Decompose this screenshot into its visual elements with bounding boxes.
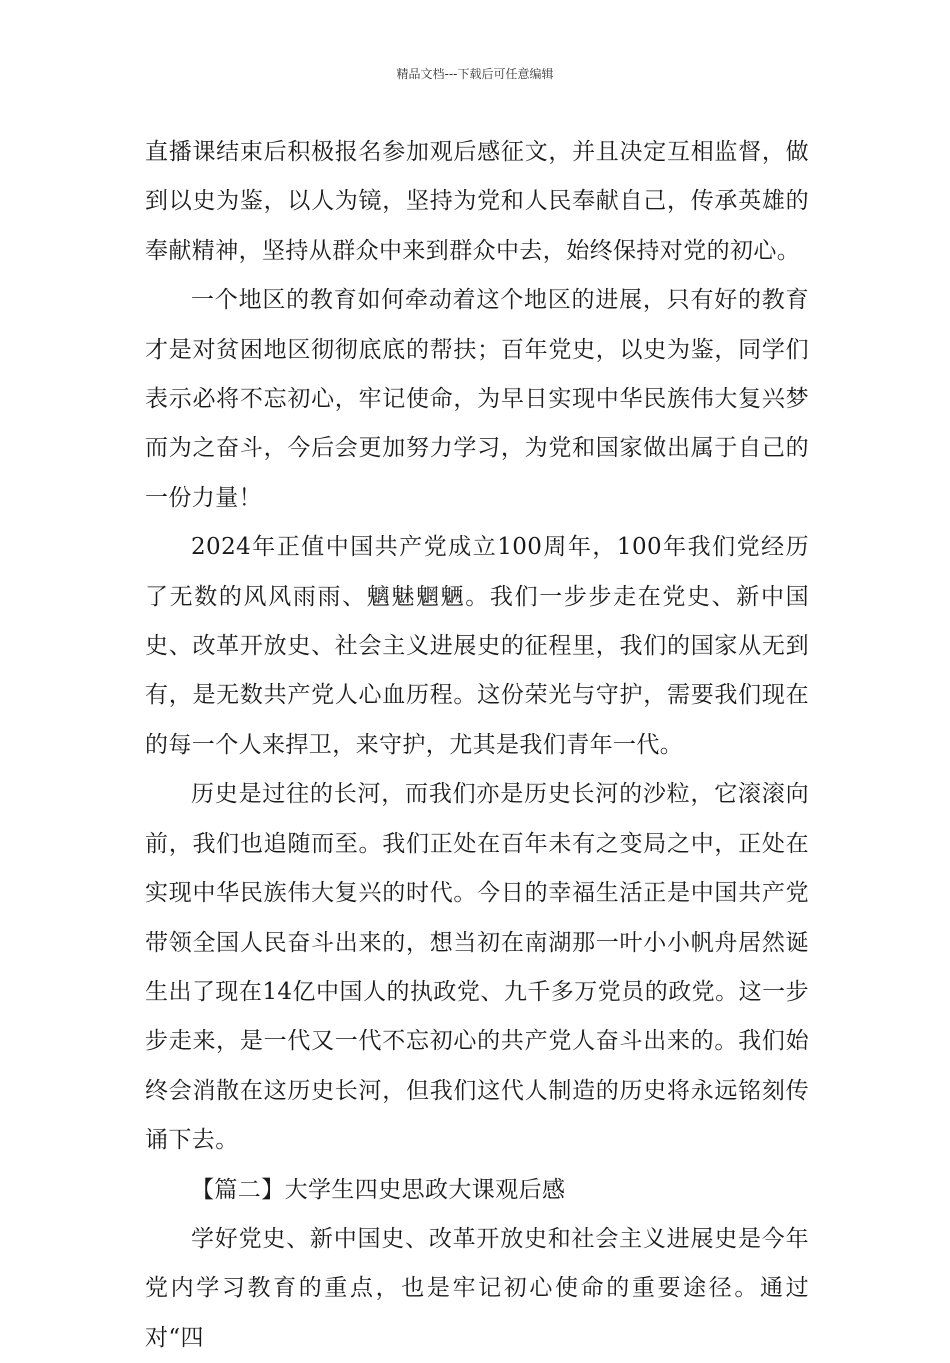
paragraph-continuation: 直播课结束后积极报名参加观后感征文，并且决定互相监督，做到以史为鉴，以人为镜，坚持为党和人民奉献自己，传承英雄的奉献精神，坚持从群众中来到群众中去，始终保持对党的初心。 — [145, 139, 809, 264]
page-header: 精品文档---下载后可任意编辑 — [396, 67, 554, 81]
paragraph-history-river: 历史是过往的长河，而我们亦是历史长河的沙粒，它滚滚向前，我们也追随而至。我们正处在百年未有之变局之中，正处在实现中华民族伟大复兴的时代。今日的幸福生活正是中国共产党带领全国人民奋斗出来的，想当初在南湖那一叶小小帆舟居然诞生出了现在14亿中国人的执政党、九千多万党员的政党。这一步步走来，是一代又一代不忘初心的共产党人奋斗出来的。我们始终会消散在这历史长河，但我们这代人制造的历史将永远铭刻传诵下去。 — [145, 781, 809, 1154]
section-heading: 【篇二】大学生四史思政大课观后感 — [191, 1176, 566, 1203]
paragraph-education: 一个地区的教育如何牵动着这个地区的进展，只有好的教育才是对贫困地区彻彻底底的帮扶；百年党史，以史为鉴，同学们表示必将不忘初心，牢记使命，为早日实现中华民族伟大复兴梦而为之奋斗，今后会更加努力学习，为党和国家做出属于自己的一份力量！ — [145, 287, 809, 511]
paragraph-centenary: 2024年正值中国共产党成立100周年，100年我们党经历了无数的风风雨雨、魑魅魍魉。我们一步步走在党史、新中国史、改革开放史、社会主义进展史的征程里，我们的国家从无到有，是无数共产党人心血历程。这份荣光与守护，需要我们现在的每一个人来捍卫，来守护，尤其是我们青年一代。 — [145, 534, 809, 758]
paragraph-four-histories: 学好党史、新中国史、改革开放史和社会主义进展史是今年党内学习教育的重点，也是牢记初心使命的重要途径。通过对“四 — [145, 1225, 809, 1351]
document-body — [145, 128, 809, 1363]
